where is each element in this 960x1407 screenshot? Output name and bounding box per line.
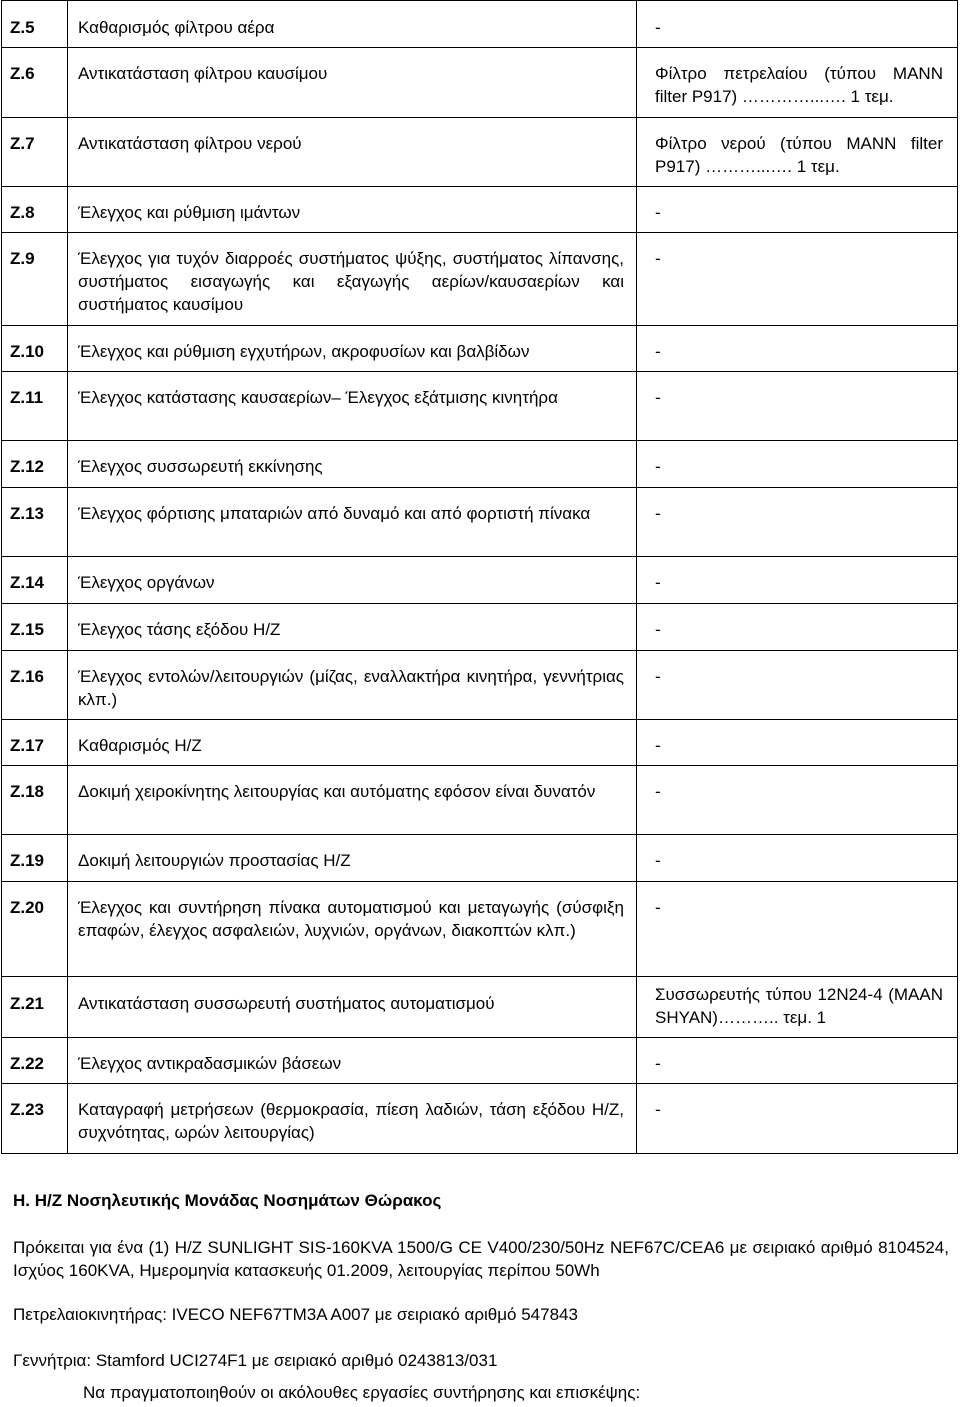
table-row [2, 326, 958, 372]
table-row [2, 557, 958, 604]
task-code: Z.21 [2, 977, 68, 1038]
task-code: Z.19 [2, 835, 68, 882]
table-row [2, 488, 958, 557]
table-row [2, 977, 958, 1038]
task-description: Έλεγχος οργάνων [68, 557, 637, 604]
task-note: - [637, 488, 958, 557]
task-code: Z.20 [2, 882, 68, 977]
task-code: Z.16 [2, 651, 68, 720]
task-description: Έλεγχος φόρτισης μπαταριών από δυναμό και από φορτιστή πίνακα [68, 488, 637, 557]
task-note: - [637, 1084, 958, 1154]
table-row [2, 187, 958, 233]
task-note: - [637, 835, 958, 882]
task-code: Z.14 [2, 557, 68, 604]
task-description: Καθαρισμός Η/Ζ [68, 720, 637, 766]
task-description: Έλεγχος αντικραδασμικών βάσεων [68, 1038, 637, 1084]
maintenance-tasks-table [1, 0, 958, 1154]
task-description: Δοκιμή χειροκίνητης λειτουργίας και αυτόματης εφόσον είναι δυνατόν [68, 766, 637, 835]
table-row [2, 604, 958, 651]
section-title: Η. Η/Ζ Νοσηλευτικής Μονάδας Νοσημάτων Θώρακος [13, 1191, 442, 1210]
task-code: Z.5 [2, 1, 68, 48]
task-description: Έλεγχος τάσης εξόδου Η/Ζ [68, 604, 637, 651]
task-description: Αντικατάσταση φίλτρου καυσίμου [68, 48, 637, 118]
task-code: Z.11 [2, 372, 68, 441]
task-description: Αντικατάσταση φίλτρου νερού [68, 118, 637, 187]
task-description: Έλεγχος κατάστασης καυσαερίων– Έλεγχος εξάτμισης κινητήρα [68, 372, 637, 441]
task-code: Z.22 [2, 1038, 68, 1084]
task-note: - [637, 1, 958, 48]
task-description: Αντικατάσταση συσσωρευτή συστήματος αυτοματισμού [68, 977, 637, 1038]
engine-info: Πετρελαιοκινητήρας: IVECO NEF67TM3A A007 με σειριακό αριθμό 547843 [13, 1305, 578, 1324]
task-note: Φίλτρο νερού (τύπου MANN filter P917) ………...…. 1 τεμ. [637, 118, 958, 187]
task-code: Z.15 [2, 604, 68, 651]
task-description: Έλεγχος και ρύθμιση εγχυτήρων, ακροφυσίων και βαλβίδων [68, 326, 637, 372]
table-body [2, 1, 958, 1154]
task-description: Έλεγχος συσσωρευτή εκκίνησης [68, 441, 637, 488]
table-row [2, 1038, 958, 1084]
task-description: Καταγραφή μετρήσεων (θερμοκρασία, πίεση λαδιών, τάση εξόδου Η/Ζ, συχνότητας, ωρών λειτουργίας) [68, 1084, 637, 1154]
task-note: - [637, 720, 958, 766]
generator-info: Γεννήτρια: Stamford UCI274F1 με σειριακό αριθμό 0243813/031 [13, 1351, 498, 1370]
task-note: - [637, 604, 958, 651]
task-code: Z.13 [2, 488, 68, 557]
table-row [2, 882, 958, 977]
table-row [2, 766, 958, 835]
tasks-intro: Να πραγματοποιηθούν οι ακόλουθες εργασίες συντήρησης και επισκέψης: [83, 1383, 641, 1402]
task-note: - [637, 441, 958, 488]
table-row [2, 118, 958, 187]
task-code: Z.6 [2, 48, 68, 118]
table-row [2, 233, 958, 326]
task-code: Z.18 [2, 766, 68, 835]
table-row [2, 48, 958, 118]
task-code: Z.17 [2, 720, 68, 766]
task-note: - [637, 372, 958, 441]
task-note: - [637, 557, 958, 604]
task-description: Έλεγχος για τυχόν διαρροές συστήματος ψύξης, συστήματος λίπανσης, συστήματος εισαγωγής και εξαγωγής αερίων/καυσαερίων και συστήματος καυσίμου [68, 233, 637, 326]
generator-description: Πρόκειται για ένα (1) Η/Ζ SUNLIGHT SIS-160KVA 1500/G CE V400/230/50Hz NEF67C/CEA6 με σειριακό αριθμό 8104524, Ισχύος 160KVA, Ημερομηνία κατασκευής 01.2009, λειτουργίας περίπου 50Wh [13, 1238, 949, 1280]
task-note: Συσσωρευτής τύπου 12N24-4 (MAAN SHYAN)……….. τεμ. 1 [637, 977, 958, 1038]
task-description: Έλεγχος εντολών/λειτουργιών (μίζας, εναλλακτήρα κινητήρα, γεννήτριας κλπ.) [68, 651, 637, 720]
table-row [2, 372, 958, 441]
task-code: Z.12 [2, 441, 68, 488]
task-code: Z.8 [2, 187, 68, 233]
table-row [2, 835, 958, 882]
task-description: Δοκιμή λειτουργιών προστασίας Η/Ζ [68, 835, 637, 882]
table-row [2, 441, 958, 488]
task-code: Z.7 [2, 118, 68, 187]
task-note: Φίλτρο πετρελαίου (τύπου MANN filter P917) …………...…. 1 τεμ. [637, 48, 958, 118]
task-note: - [637, 187, 958, 233]
task-note: - [637, 651, 958, 720]
task-note: - [637, 1038, 958, 1084]
task-note: - [637, 766, 958, 835]
task-description: Καθαρισμός φίλτρου αέρα [68, 1, 637, 48]
task-code: Z.9 [2, 233, 68, 326]
task-note: - [637, 233, 958, 326]
task-description: Έλεγχος και συντήρηση πίνακα αυτοματισμού και μεταγωγής (σύσφιξη επαφών, έλεγχος ασφαλειών, λυχνιών, οργάνων, διακοπτών κλπ.) [68, 882, 637, 977]
task-code: Z.10 [2, 326, 68, 372]
table-row [2, 1084, 958, 1154]
task-description: Έλεγχος και ρύθμιση ιμάντων [68, 187, 637, 233]
table-row [2, 651, 958, 720]
table-row [2, 1, 958, 48]
task-note: - [637, 882, 958, 977]
task-note: - [637, 326, 958, 372]
task-code: Z.23 [2, 1084, 68, 1154]
table-row [2, 720, 958, 766]
